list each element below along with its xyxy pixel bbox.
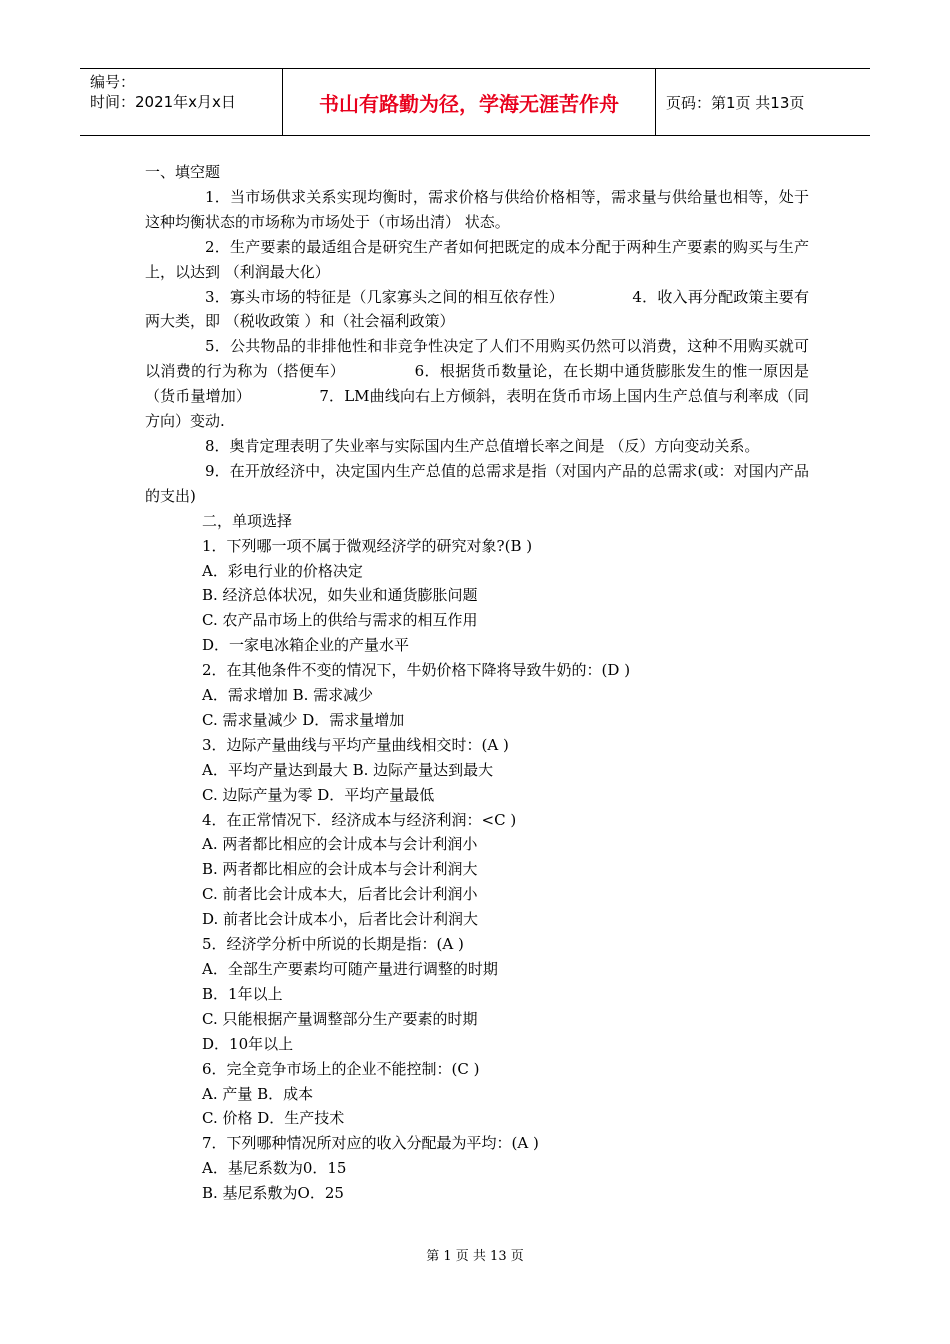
choice-option: A．全部生产要素均可随产量进行调整的时期 [202, 960, 498, 978]
choice-question: 5．经济学分析中所说的长期是指：(A ) [202, 935, 464, 954]
page-header [80, 68, 870, 136]
choice-option: D．一家电冰箱企业的产量水平 [202, 636, 410, 655]
choice-option: A．彩电行业的价格决定 [202, 561, 363, 580]
fill-blank-question: 5．公共物品的非排他性和非竞争性决定了人们不用购买仍然可以消费，这种不用购买就可以消费的行为称为（搭便车） 6．根据货币数量论，在长期中通货膨胀发生的惟一原因是（货币量增加） 7．LM曲线向右上方倾斜，表明在货币市场上国内生产总值与利率成（同方向）变动. [145, 337, 809, 431]
choice-option: A．平均产量达到最大 B. 边际产量达到最大 [202, 760, 494, 779]
choice-option: A. 产量 B．成本 [202, 1084, 314, 1103]
header-divider-right [655, 68, 656, 136]
choice-question: 4．在正常情况下．经济成本与经济利润：<C ) [202, 810, 517, 829]
choice-option: C. 只能根据产量调整部分生产要素的时期 [202, 1009, 478, 1028]
choice-option: C. 价格 D．生产技术 [202, 1109, 345, 1128]
choice-option: B. 经济总体状况，如失业和通货膨胀问题 [202, 586, 478, 605]
choice-option: D．10年以上 [202, 1034, 294, 1053]
document-body [145, 160, 809, 1206]
choice-option: B. 基尼系敷为O．25 [202, 1184, 344, 1203]
choice-option: A. 两者都比相应的会计成本与会计利润小 [202, 835, 478, 854]
header-motto: 书山有路勤为径，学海无涯苦作舟 [319, 91, 619, 116]
section-title-fill-blank: 一、填空题 [145, 163, 221, 181]
header-divider-left [282, 68, 283, 136]
choice-option: C. 需求量减少 D．需求量增加 [202, 710, 405, 729]
choice-question: 2．在其他条件不变的情况下，牛奶价格下降将导致牛奶的：(D ) [202, 661, 631, 680]
choice-option: A．需求增加 B. 需求减少 [202, 686, 374, 705]
choice-option: C. 前者比会计成本大，后者比会计利润小 [202, 885, 478, 904]
serial-label: 编号： [90, 73, 136, 91]
section-title-single-choice: 二，单项选择 [202, 511, 293, 530]
fill-blank-question: 9．在开放经济中，决定国内生产总值的总需求是指（对国内产品的总需求(或：对国内产品的支出) [145, 461, 809, 505]
choice-question: 1．下列哪一项不属于微观经济学的研究对象?(B ) [202, 536, 533, 555]
choice-option: B．1年以上 [202, 984, 283, 1003]
choice-question: 7．下列哪种情况所对应的收入分配最为平均：(A ) [202, 1134, 539, 1153]
fill-blank-question: 2．生产要素的最适组合是研究生产者如何把既定的成本分配于两种生产要素的购买与生产上，以达到 （利润最大化） [145, 237, 809, 281]
header-page-label: 页码：第1页 共13页 [666, 94, 805, 112]
fill-blank-question: 3．寡头市场的特征是（几家寡头之间的相互依存性） 4．收入再分配政策主要有两大类，即 （税收政策 ）和（社会福利政策） [145, 287, 809, 331]
choice-option: C. 边际产量为零 D．平均产量最低 [202, 785, 435, 804]
fill-blank-question: 1．当市场供求关系实现均衡时，需求价格与供给价格相等，需求量与供给量也相等，处于这种均衡状态的市场称为市场处于（市场出清） 状态。 [145, 187, 809, 231]
header-left-block [90, 72, 236, 112]
choice-question: 6．完全竞争市场上的企业不能控制：(C ) [202, 1059, 480, 1078]
choice-option: B. 两者都比相应的会计成本与会计利润大 [202, 860, 478, 879]
choice-option: C. 农产品市场上的供给与需求的相互作用 [202, 611, 478, 630]
choice-option: D. 前者比会计成本小，后者比会计利润大 [202, 910, 479, 929]
choice-option: A．基尼系数为0．15 [202, 1159, 347, 1178]
fill-blank-question: 8．奥肯定理表明了失业率与实际国内生产总值增长率之间是 （反）方向变动关系。 [205, 436, 760, 455]
choice-question: 3．边际产量曲线与平均产量曲线相交时：(A ) [202, 735, 509, 754]
page-footer: 第 1 页 共 13 页 [426, 1249, 524, 1264]
date-label: 时间：2021年x月x日 [90, 93, 236, 111]
